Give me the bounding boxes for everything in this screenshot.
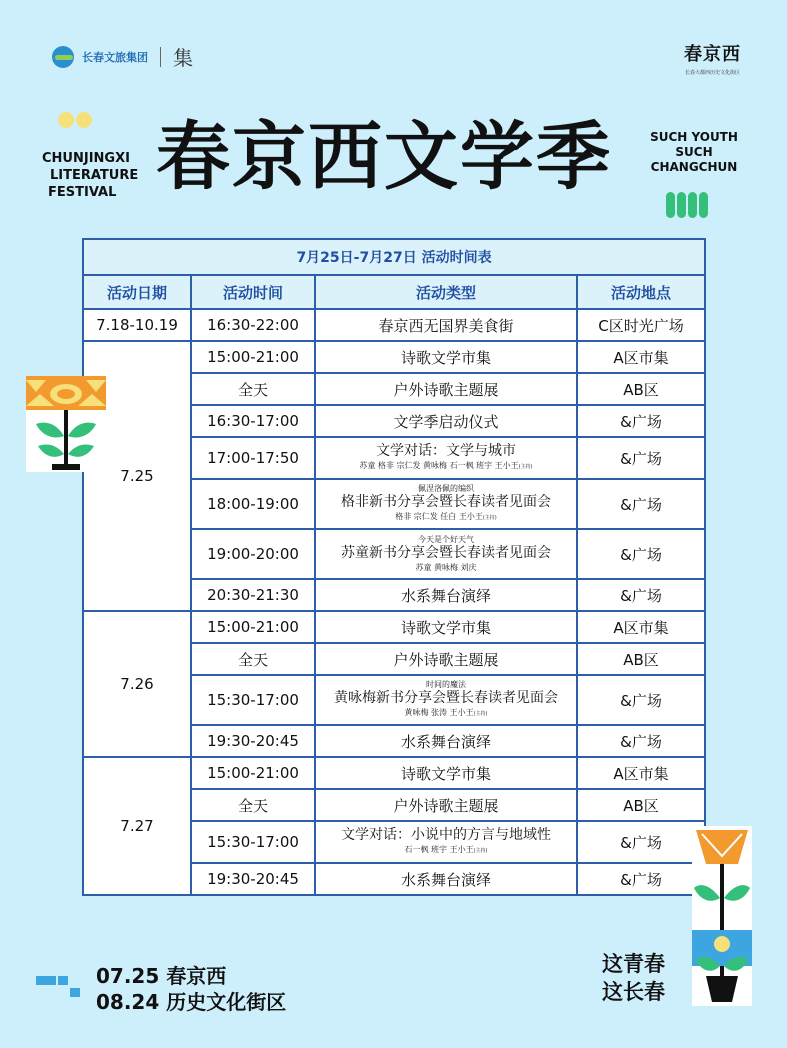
header-type: 活动类型 bbox=[315, 275, 577, 309]
schedule-table bbox=[82, 238, 706, 896]
row-time: 19:30-20:45 bbox=[191, 863, 315, 895]
chunjingxi-logo-text: 春京西 bbox=[684, 44, 741, 65]
pixel-square-decoration bbox=[36, 976, 46, 985]
row-place: &广场 bbox=[577, 479, 705, 529]
event-guests: 苏童 格非 宗仁发 黄咏梅 石一枫 班宇 王小王(主持) bbox=[359, 461, 533, 470]
slogan: 这青春 这长春 bbox=[602, 952, 665, 1004]
english-title-left: CHUNJINGXI LITERATURE FESTIVAL bbox=[42, 151, 139, 200]
table-header-row bbox=[83, 275, 705, 309]
row-type: 春京西无国界美食街 bbox=[315, 309, 577, 341]
brand-logo-mark: 集 bbox=[173, 46, 193, 70]
event-title: 黄咏梅新书分享会暨长春读者见面会 bbox=[334, 690, 558, 706]
row-place: &广场 bbox=[577, 579, 705, 611]
row-type bbox=[315, 529, 577, 579]
table-caption-row bbox=[83, 239, 705, 275]
event-guests: 石一枫 班宇 王小王(主持) bbox=[404, 845, 488, 854]
date-line-2: 08.24 历史文化街区 bbox=[96, 990, 287, 1014]
event-guests: 黄咏梅 张涛 王小王(主持) bbox=[404, 708, 488, 717]
row-type: 户外诗歌主题展 bbox=[315, 373, 577, 405]
row-type: 水系舞台演绎 bbox=[315, 863, 577, 895]
header-date: 活动日期 bbox=[83, 275, 191, 309]
row-time: 18:00-19:00 bbox=[191, 479, 315, 529]
english-slogan-right: SUCH YOUTH SUCH CHANGCHUN bbox=[650, 130, 738, 174]
flower-illustration-left bbox=[26, 376, 106, 472]
row-time: 15:30-17:00 bbox=[191, 821, 315, 863]
row-place: &广场 bbox=[577, 437, 705, 479]
row-time: 15:00-21:00 bbox=[191, 341, 315, 373]
row-place: &广场 bbox=[577, 405, 705, 437]
group-logo bbox=[52, 42, 193, 71]
row-place: AB区 bbox=[577, 789, 705, 821]
pixel-square-decoration bbox=[46, 976, 56, 985]
book-title: 今天是个好天气 bbox=[418, 535, 474, 544]
row-type bbox=[315, 675, 577, 725]
row-type: 水系舞台演绎 bbox=[315, 579, 577, 611]
row-type bbox=[315, 437, 577, 479]
row-date: 7.18-10.19 bbox=[83, 309, 191, 341]
book-title: 佩涅洛佩的编织 bbox=[418, 484, 474, 493]
row-type: 水系舞台演绎 bbox=[315, 725, 577, 757]
row-type bbox=[315, 479, 577, 529]
event-title: 文学对话：小说中的方言与地域性 bbox=[341, 827, 551, 843]
row-time: 15:00-21:00 bbox=[191, 611, 315, 643]
chunjingxi-logo-subtitle: 长春大都西历史文化街区 bbox=[684, 70, 740, 76]
row-time: 19:00-20:00 bbox=[191, 529, 315, 579]
row-type: 诗歌文学市集 bbox=[315, 757, 577, 789]
row-place: &广场 bbox=[577, 529, 705, 579]
row-date: 7.27 bbox=[83, 757, 191, 895]
row-time: 20:30-21:30 bbox=[191, 579, 315, 611]
row-type bbox=[315, 821, 577, 863]
header-time: 活动时间 bbox=[191, 275, 315, 309]
date-line-1: 07.25 春京西 bbox=[96, 964, 227, 988]
row-place: &广场 bbox=[577, 725, 705, 757]
row-place: A区市集 bbox=[577, 341, 705, 373]
row-type: 户外诗歌主题展 bbox=[315, 789, 577, 821]
row-place: AB区 bbox=[577, 643, 705, 675]
table-row bbox=[83, 309, 705, 341]
event-title: 格非新书分享会暨长春读者见面会 bbox=[341, 494, 551, 510]
row-time: 16:30-22:00 bbox=[191, 309, 315, 341]
row-place: A区市集 bbox=[577, 611, 705, 643]
table-row bbox=[83, 757, 705, 789]
event-guests: 苏童 黄咏梅 刘庆 bbox=[415, 563, 477, 572]
table-row bbox=[83, 611, 705, 643]
pixel-square-decoration bbox=[58, 976, 68, 985]
row-time: 15:00-21:00 bbox=[191, 757, 315, 789]
row-type: 诗歌文学市集 bbox=[315, 341, 577, 373]
book-title: 时间的魔法 bbox=[426, 680, 466, 689]
event-title: 苏童新书分享会暨长春读者见面会 bbox=[341, 545, 551, 561]
row-place: AB区 bbox=[577, 373, 705, 405]
table-row bbox=[83, 341, 705, 373]
row-date: 7.25 bbox=[83, 341, 191, 611]
header-place: 活动地点 bbox=[577, 275, 705, 309]
row-place: C区时光广场 bbox=[577, 309, 705, 341]
flower-illustration-right bbox=[692, 826, 752, 1006]
row-time: 15:30-17:00 bbox=[191, 675, 315, 725]
row-time: 17:00-17:50 bbox=[191, 437, 315, 479]
logo-divider bbox=[160, 47, 161, 67]
row-place: A区市集 bbox=[577, 757, 705, 789]
event-title: 文学对话：文学与城市 bbox=[376, 443, 516, 459]
row-time: 19:30-20:45 bbox=[191, 725, 315, 757]
green-bars-decoration bbox=[666, 192, 708, 218]
chunjingxi-logo bbox=[684, 40, 741, 76]
row-time: 16:30-17:00 bbox=[191, 405, 315, 437]
row-date: 7.26 bbox=[83, 611, 191, 757]
row-place: &广场 bbox=[577, 675, 705, 725]
row-type: 户外诗歌主题展 bbox=[315, 643, 577, 675]
row-type: 诗歌文学市集 bbox=[315, 611, 577, 643]
event-guests: 格非 宗仁发 任白 王小王(主持) bbox=[395, 512, 497, 521]
row-time: 全天 bbox=[191, 373, 315, 405]
row-time: 全天 bbox=[191, 643, 315, 675]
yellow-dots-decoration bbox=[58, 112, 92, 128]
row-place: &广场 bbox=[577, 821, 705, 863]
table-caption: 7月25日-7月27日 活动时间表 bbox=[83, 239, 705, 275]
pixel-square-decoration bbox=[70, 988, 80, 997]
group-logo-text: 长春文旅集团 bbox=[82, 50, 148, 64]
group-logo-icon bbox=[52, 46, 74, 68]
row-time: 全天 bbox=[191, 789, 315, 821]
page-title: 春京西文学季 bbox=[156, 114, 612, 200]
row-place: &广场 bbox=[577, 863, 705, 895]
row-type: 文学季启动仪式 bbox=[315, 405, 577, 437]
